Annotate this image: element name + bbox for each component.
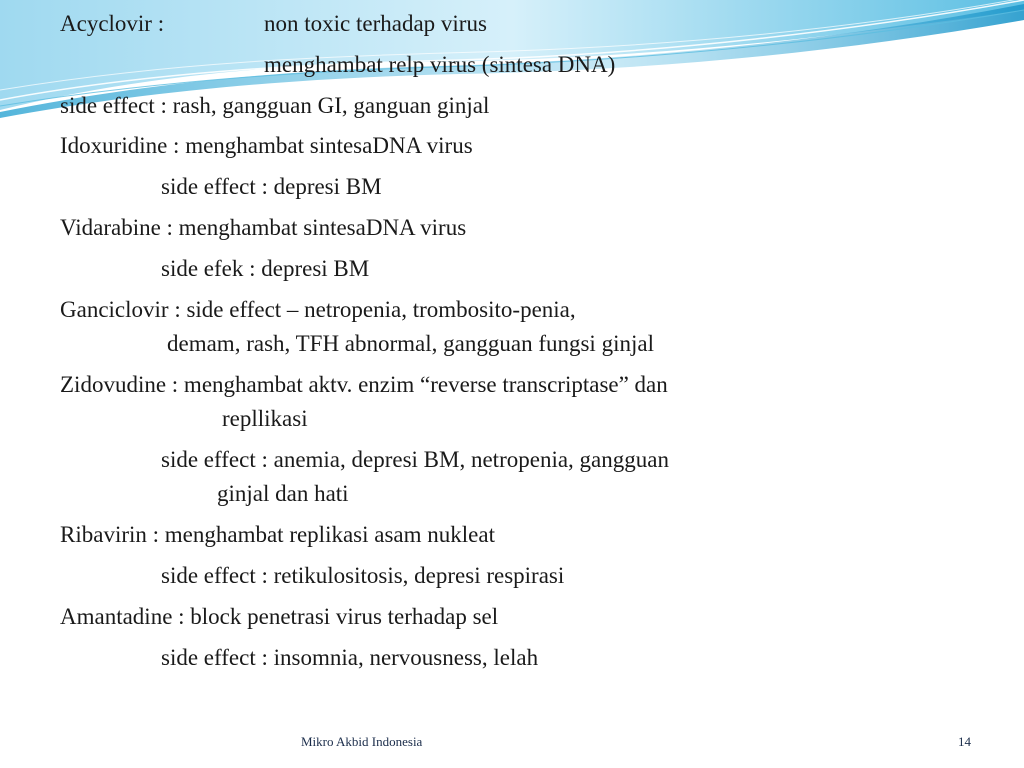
ribavirin-side-effect: side effect : retikulositosis, depresi respirasi bbox=[161, 563, 565, 588]
vidarabine-line: Vidarabine : menghambat sintesaDNA virus bbox=[60, 215, 467, 240]
page-number: 14 bbox=[958, 734, 971, 749]
acyclovir-label: Acyclovir : bbox=[60, 11, 165, 36]
zidovudine-side-effect-cont: ginjal dan hati bbox=[217, 481, 349, 506]
acyclovir-desc-2: menghambat relp virus (sintesa DNA) bbox=[264, 52, 616, 77]
amantadine-side-effect: side effect : insomnia, nervousness, lelah bbox=[161, 645, 539, 670]
idoxuridine-line: Idoxuridine : menghambat sintesaDNA virus bbox=[60, 133, 473, 158]
ganciclovir-line-cont: demam, rash, TFH abnormal, gangguan fungsi ginjal bbox=[167, 331, 654, 356]
acyclovir-desc-1: non toxic terhadap virus bbox=[264, 11, 487, 36]
amantadine-line: Amantadine : block penetrasi virus terhadap sel bbox=[60, 604, 499, 629]
zidovudine-line: Zidovudine : menghambat aktv. enzim “reverse transcriptase” dan bbox=[60, 372, 668, 397]
zidovudine-line-cont: repllikasi bbox=[222, 406, 308, 431]
footer-text: Mikro Akbid Indonesia bbox=[301, 734, 423, 749]
acyclovir-side-effect: side effect : rash, gangguan GI, ganguan ginjal bbox=[60, 93, 490, 118]
ribavirin-line: Ribavirin : menghambat replikasi asam nukleat bbox=[60, 522, 495, 547]
zidovudine-side-effect: side effect : anemia, depresi BM, netropenia, gangguan bbox=[161, 447, 669, 472]
vidarabine-side-effect: side efek : depresi BM bbox=[161, 256, 370, 281]
ganciclovir-line: Ganciclovir : side effect – netropenia, trombosito-penia, bbox=[60, 297, 576, 322]
idoxuridine-side-effect: side effect : depresi BM bbox=[161, 174, 382, 199]
